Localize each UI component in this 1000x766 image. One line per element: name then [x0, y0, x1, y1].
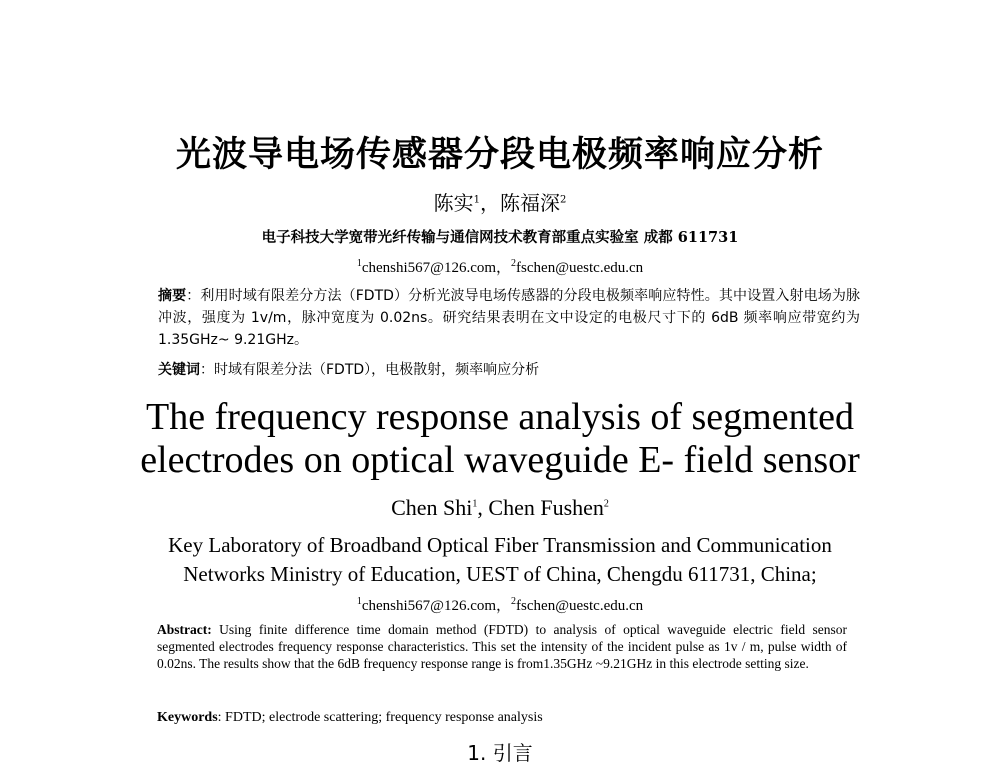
chinese-emails	[0, 256, 1000, 277]
chinese-author-1: 陈实	[433, 191, 474, 215]
chinese-abstract	[158, 285, 860, 351]
chinese-keywords	[158, 359, 860, 379]
chinese-author-2: 陈福深	[500, 191, 560, 215]
english-keywords	[157, 710, 847, 726]
english-emails	[0, 594, 1000, 615]
chinese-affiliation: 电子科技大学宽带光纤传输与通信网技术教育部重点实验室 成都 611731	[261, 229, 739, 246]
english-affiliation-line-1: Key Laboratory of Broadband Optical Fiber Transmission and Communication	[168, 533, 832, 557]
chinese-abstract-label: 摘要	[158, 288, 187, 304]
english-abstract-label: Abstract:	[157, 622, 212, 637]
section-heading: 1. 引言	[467, 741, 533, 765]
english-affiliation-line-2: Networks Ministry of Education, UEST of China, Chengdu 611731, China;	[183, 562, 817, 586]
chinese-keywords-label: 关键词	[158, 362, 200, 378]
english-author-2-sup: 2	[603, 498, 609, 510]
english-email-2: fschen@uestc.edu.cn	[516, 598, 644, 614]
chinese-title: 光波导电场传感器分段电极频率响应分析	[175, 135, 824, 175]
english-email-1-sup: 1	[356, 596, 362, 607]
english-author-1-sup: 1	[472, 498, 478, 510]
english-email-2-sup: 2	[511, 596, 517, 607]
english-author-1: Chen Shi	[391, 495, 473, 520]
english-title-line-1: The frequency response analysis of segmented	[145, 396, 855, 438]
chinese-email-1: chenshi567@126.com，	[361, 260, 512, 276]
english-title	[0, 396, 1000, 482]
chinese-authors	[0, 187, 1000, 216]
chinese-abstract-text: ：利用时域有限差分方法（FDTD）分析光波导电场传感器的分段电极频率响应特性。其中设置入射电场为脉冲波，强度为 1v/m，脉冲宽度为 0.02ns。研究结果表明在文中设定的电极尺寸下的 6dB 频率响应带宽约为 1.35GHz~ 9.21GHz。	[158, 288, 860, 348]
english-author-2: Chen Fushen	[488, 495, 604, 520]
chinese-email-2-sup: 2	[511, 258, 517, 269]
chinese-author-separator: ，	[480, 191, 500, 215]
english-author-separator: ,	[477, 495, 489, 520]
chinese-email-2: fschen@uestc.edu.cn	[516, 260, 644, 276]
english-authors	[0, 495, 1000, 521]
english-abstract-text: Using finite difference time domain method (FDTD) to analysis of optical waveguide electric field sensor segmented electrodes frequency response characteristics. This set the intensity of the incident pulse as 1v / m, pulse width of 0.02ns. The results show that the 6dB frequency response range is from1.35GHz ~9.21GHz in this electrode setting size.	[157, 622, 847, 671]
english-email-1: chenshi567@126.com，	[361, 598, 512, 614]
english-keywords-text: : FDTD; electrode scattering; frequency response analysis	[217, 710, 543, 725]
chinese-author-1-sup: 1	[473, 194, 480, 206]
english-title-line-2: electrodes on optical waveguide E- field sensor	[140, 439, 860, 481]
english-keywords-label: Keywords	[157, 710, 218, 725]
english-abstract	[157, 621, 847, 672]
chinese-email-1-sup: 1	[356, 258, 362, 269]
chinese-keywords-text: ：时域有限差分法（FDTD），电极散射，频率响应分析	[200, 362, 540, 378]
chinese-author-2-sup: 2	[560, 194, 567, 206]
english-affiliation	[0, 531, 1000, 589]
